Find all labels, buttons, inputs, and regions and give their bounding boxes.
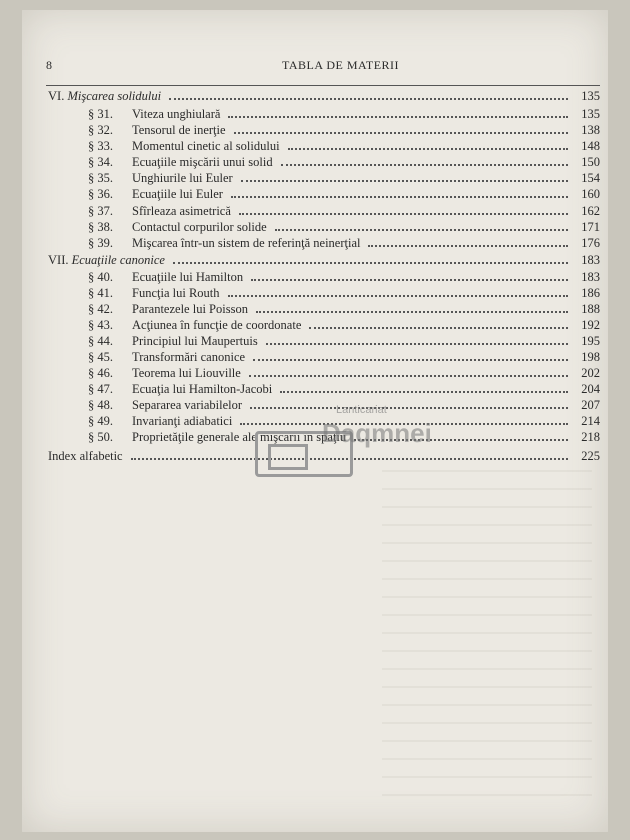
dot-leader: [368, 245, 568, 247]
dot-leader: [241, 180, 568, 182]
toc-section-row: [88, 122, 600, 138]
page-ref: 214: [581, 414, 600, 428]
section-title: Invarianţi adiabatici: [132, 414, 233, 428]
section-title: Teorema lui Liouville: [132, 366, 241, 380]
section-title: Funcţia lui Routh: [132, 286, 220, 300]
section-title: Ecuaţia lui Hamilton-Jacobi: [132, 382, 273, 396]
bleed-through-text: [382, 470, 592, 810]
page-ref: 192: [581, 318, 600, 332]
section-number: § 49.: [88, 414, 113, 428]
section-title: Parantezele lui Poisson: [132, 302, 248, 316]
watermark-small-text: Lanticariat: [336, 404, 387, 416]
dot-leader: [253, 359, 568, 361]
page-ref: 198: [581, 350, 600, 364]
section-number: § 32.: [88, 123, 113, 137]
page-ref: 207: [581, 398, 600, 412]
chapter-number: VI.: [48, 89, 68, 103]
section-number: § 36.: [88, 187, 113, 201]
section-number: § 50.: [88, 430, 113, 444]
page-ref: 148: [581, 139, 600, 153]
toc-section-row: [88, 317, 600, 333]
dot-leader: [239, 213, 568, 215]
page-ref: 225: [581, 449, 600, 463]
dot-leader: [309, 327, 568, 329]
section-number: § 44.: [88, 334, 113, 348]
section-number: § 45.: [88, 350, 113, 364]
toc-section-row: [88, 154, 600, 170]
page-ref: 160: [581, 187, 600, 201]
page-ref: 218: [581, 430, 600, 444]
toc-section-row: [88, 106, 600, 122]
section-title: Unghiurile lui Euler: [132, 171, 233, 185]
page-header: [46, 58, 604, 78]
toc-chapter-row: [48, 88, 600, 104]
dot-leader: [231, 196, 568, 198]
page-number: 8: [46, 58, 53, 72]
chapter-number: VII.: [48, 253, 72, 267]
dot-leader: [173, 262, 568, 264]
dot-leader: [280, 391, 568, 393]
dot-leader: [249, 375, 568, 377]
section-number: § 47.: [88, 382, 113, 396]
dot-leader: [228, 295, 569, 297]
section-title: Ecuaţiile lui Euler: [132, 187, 223, 201]
page-ref: 176: [581, 236, 600, 250]
dot-leader: [234, 132, 568, 134]
dot-leader: [281, 164, 568, 166]
page-ref: 135: [581, 107, 600, 121]
section-title: Proprietăţile generale ale mişcării în spaţiu: [132, 430, 347, 444]
chapter-title: Ecuaţiile canonice: [71, 253, 165, 267]
toc-section-row: [88, 269, 600, 285]
page-ref: 188: [581, 302, 600, 316]
dot-leader: [256, 311, 568, 313]
section-number: § 37.: [88, 204, 113, 218]
dot-leader: [288, 148, 568, 150]
section-title: Transformări canonice: [132, 350, 246, 364]
section-number: § 35.: [88, 171, 113, 185]
section-number: § 39.: [88, 236, 113, 250]
section-number: § 38.: [88, 220, 113, 234]
toc-section-row: [88, 170, 600, 186]
section-title: Sfîrleaza asimetrică: [132, 204, 231, 218]
page-ref: 162: [581, 204, 600, 218]
section-title: Tensorul de inerţie: [132, 123, 226, 137]
section-number: § 34.: [88, 155, 113, 169]
dot-leader: [266, 343, 568, 345]
section-number: § 40.: [88, 270, 113, 284]
section-title: Separarea variabilelor: [132, 398, 243, 412]
page-ref: 154: [581, 171, 600, 185]
chapter-title: Mişcarea solidului: [67, 89, 162, 103]
chapter-title: Index alfabetic: [48, 449, 123, 463]
toc-section-row: [88, 301, 600, 317]
toc-chapter-row: [48, 252, 600, 268]
section-title: Ecuaţiile lui Hamilton: [132, 270, 244, 284]
section-number: § 31.: [88, 107, 113, 121]
toc-section-row: [88, 333, 600, 349]
section-title: Mişcarea într-un sistem de referinţă neinerţial: [132, 236, 361, 250]
dot-leader: [275, 229, 568, 231]
section-title: Momentul cinetic al solidului: [132, 139, 280, 153]
page-ref: 135: [581, 89, 600, 103]
page-ref: 186: [581, 286, 600, 300]
section-title: Viteza unghiulară: [132, 107, 221, 121]
page-ref: 171: [581, 220, 600, 234]
page-ref: 195: [581, 334, 600, 348]
section-title: Principiul lui Maupertuis: [132, 334, 258, 348]
page-ref: 138: [581, 123, 600, 137]
page-ref: 183: [581, 270, 600, 284]
section-number: § 48.: [88, 398, 113, 412]
section-number: § 41.: [88, 286, 113, 300]
toc-section-row: [88, 235, 600, 251]
section-title: Acţiunea în funcţie de coordonate: [132, 318, 302, 332]
toc-section-row: [88, 186, 600, 202]
running-title: TABLA DE MATERII: [282, 58, 400, 72]
book-page: [22, 10, 608, 832]
toc-section-row: [88, 285, 600, 301]
page-ref: 202: [581, 366, 600, 380]
toc-section-row: [88, 138, 600, 154]
page-ref: 183: [581, 253, 600, 267]
dot-leader: [228, 116, 568, 118]
page-ref: 204: [581, 382, 600, 396]
toc-section-row: [88, 365, 600, 381]
dot-leader: [251, 279, 568, 281]
toc-section-row: [88, 381, 600, 397]
section-number: § 43.: [88, 318, 113, 332]
section-number: § 46.: [88, 366, 113, 380]
dot-leader: [250, 407, 568, 409]
toc-section-row: [88, 203, 600, 219]
section-number: § 42.: [88, 302, 113, 316]
section-number: § 33.: [88, 139, 113, 153]
toc-section-row: [88, 349, 600, 365]
page-ref: 150: [581, 155, 600, 169]
dot-leader: [169, 98, 568, 100]
header-rule: [46, 85, 600, 86]
toc-section-row: [88, 219, 600, 235]
watermark-brand: Daqmnei: [322, 418, 432, 448]
section-title: Contactul corpurilor solide: [132, 220, 267, 234]
section-title: Ecuaţiile mişcării unui solid: [132, 155, 273, 169]
